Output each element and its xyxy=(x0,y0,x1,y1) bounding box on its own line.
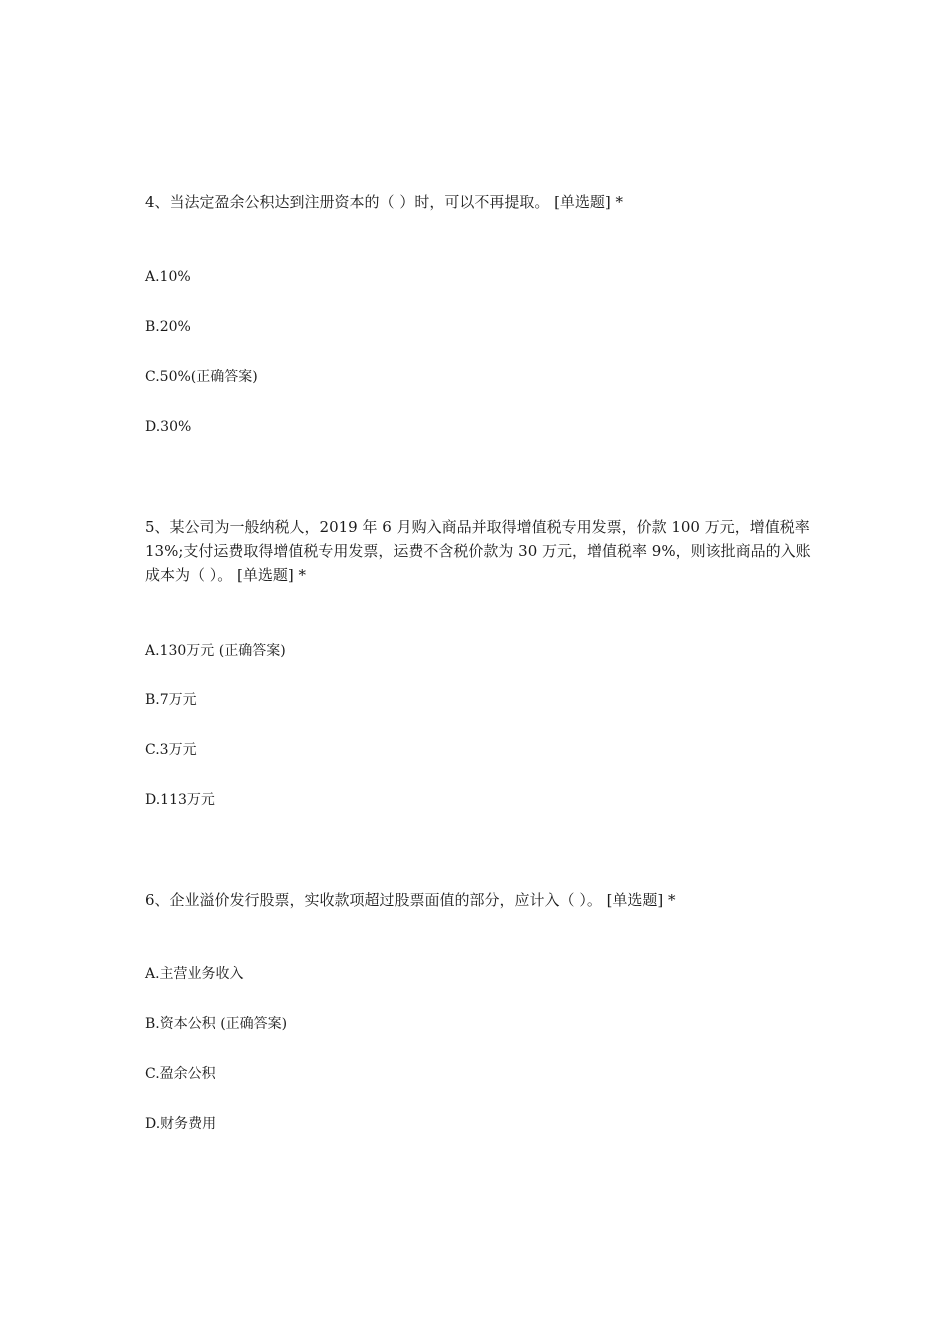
question-5-option-c: C.3万元 xyxy=(145,742,197,758)
question-5-option-b: B.7万元 xyxy=(145,692,197,708)
question-4 xyxy=(145,190,815,214)
question-6-option-a: A.主营业务收入 xyxy=(145,966,244,982)
question-6-option-c: C.盈余公积 xyxy=(145,1066,216,1082)
question-6-text: 6、企业溢价发行股票，实收款项超过股票面值的部分，应计入（ ）。 [单选题] * xyxy=(145,891,676,909)
question-4-option-d: D.30% xyxy=(145,419,192,435)
question-5-text: 5、某公司为一般纳税人，2019 年 6 月购入商品并取得增值税专用发票，价款 100 万元，增值税率 13%;支付运费取得增值税专用发票，运费不含税价款为 30 万元，增值税率 9%，则该批商品的入账成本为（ ）。 [单选题] * xyxy=(145,518,811,584)
question-5 xyxy=(145,515,815,587)
question-6-option-d: D.财务费用 xyxy=(145,1116,217,1132)
question-4-text: 4、当法定盈余公积达到注册资本的（ ）时，可以不再提取。 [单选题] * xyxy=(145,193,624,211)
question-4-option-a: A.10% xyxy=(145,269,191,285)
question-4-option-c: C.50%(正确答案) xyxy=(145,369,258,385)
question-5-option-d: D.113万元 xyxy=(145,792,215,808)
question-6-option-b: B.资本公积 (正确答案) xyxy=(145,1016,288,1032)
question-4-option-b: B.20% xyxy=(145,319,191,335)
question-5-option-a: A.130万元 (正确答案) xyxy=(145,643,286,659)
question-6 xyxy=(145,888,815,912)
